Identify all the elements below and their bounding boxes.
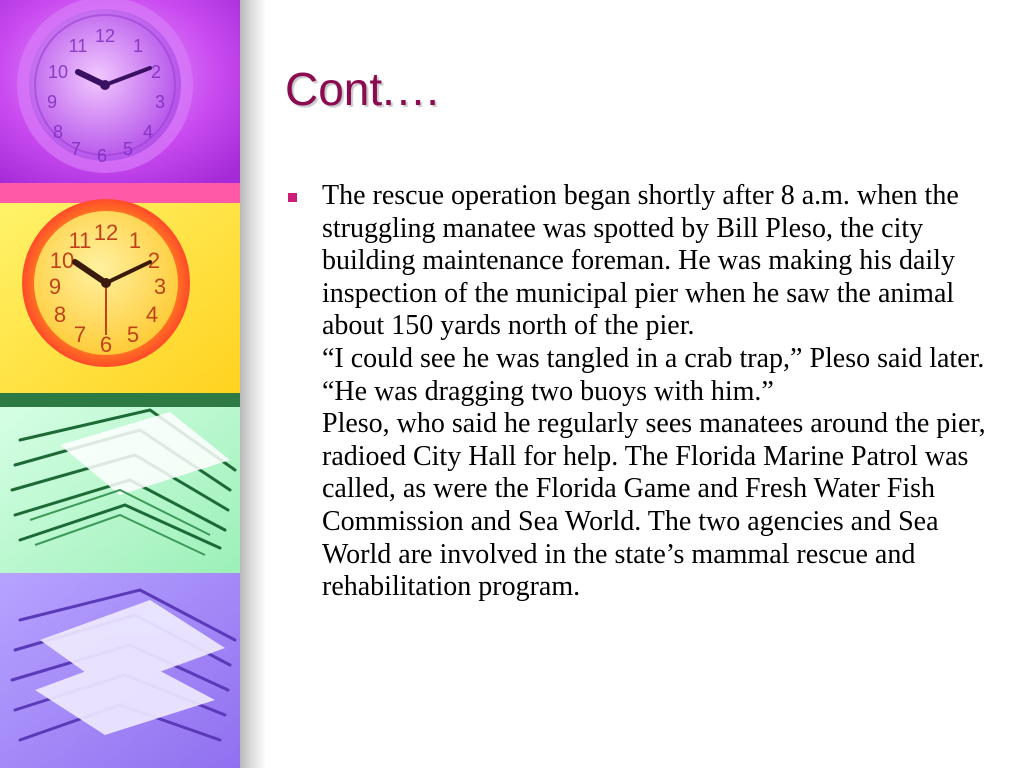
purple-clock-icon: [0, 0, 240, 183]
violet-books-icon: [0, 573, 240, 768]
svg-text:11: 11: [68, 36, 88, 56]
svg-text:10: 10: [49, 248, 75, 273]
square-bullet-icon: [288, 193, 297, 202]
svg-text:10: 10: [47, 62, 69, 82]
svg-text:6: 6: [96, 146, 108, 166]
green-books-icon: [0, 393, 240, 573]
svg-text:9: 9: [46, 92, 58, 112]
svg-text:7: 7: [73, 322, 87, 347]
svg-text:1: 1: [128, 228, 142, 253]
svg-text:2: 2: [147, 248, 161, 273]
paragraph-agencies: Pleso, who said he regularly sees manatees around the pier, radioed City Hall for help. The Florida Marine Patrol was called, as were the Florida Game and Fresh Water Fish Commission and Sea World. The two agencies and Sea World are involved in the state’s mammal rescue and rehabilitation program.: [322, 408, 986, 603]
svg-text:4: 4: [145, 302, 159, 327]
paragraph-pleso-quote: “I could see he was tangled in a crab trap,” Pleso said later. “He was dragging two buoys with him.”: [322, 342, 985, 407]
svg-text:3: 3: [154, 92, 166, 112]
paragraph-rescue-operation: The rescue operation began shortly after 8 a.m. when the struggling manatee was spotted by Bill Pleso, the city building maintenance foreman. He was making his daily inspection of the municipal pier when he saw the animal about 150 yards north of the pier.: [322, 180, 959, 342]
svg-text:8: 8: [52, 122, 64, 142]
bullet-item: [285, 180, 990, 604]
svg-text:6: 6: [99, 332, 113, 357]
svg-text:9: 9: [48, 274, 62, 299]
svg-text:12: 12: [94, 26, 116, 46]
svg-text:1: 1: [132, 36, 144, 56]
svg-text:11: 11: [68, 228, 92, 253]
svg-text:4: 4: [142, 122, 154, 142]
svg-text:12: 12: [93, 220, 119, 245]
svg-text:2: 2: [150, 62, 162, 82]
orange-clock-icon: [0, 199, 240, 393]
strip-shadow: [240, 0, 266, 768]
svg-text:8: 8: [53, 302, 67, 327]
svg-text:5: 5: [126, 322, 140, 347]
slide-title: Cont.…: [285, 63, 441, 115]
decorative-image-strip: [0, 0, 240, 768]
bullet-list: [285, 180, 990, 604]
svg-text:5: 5: [122, 139, 134, 159]
svg-text:3: 3: [153, 274, 167, 299]
svg-text:7: 7: [70, 139, 82, 159]
